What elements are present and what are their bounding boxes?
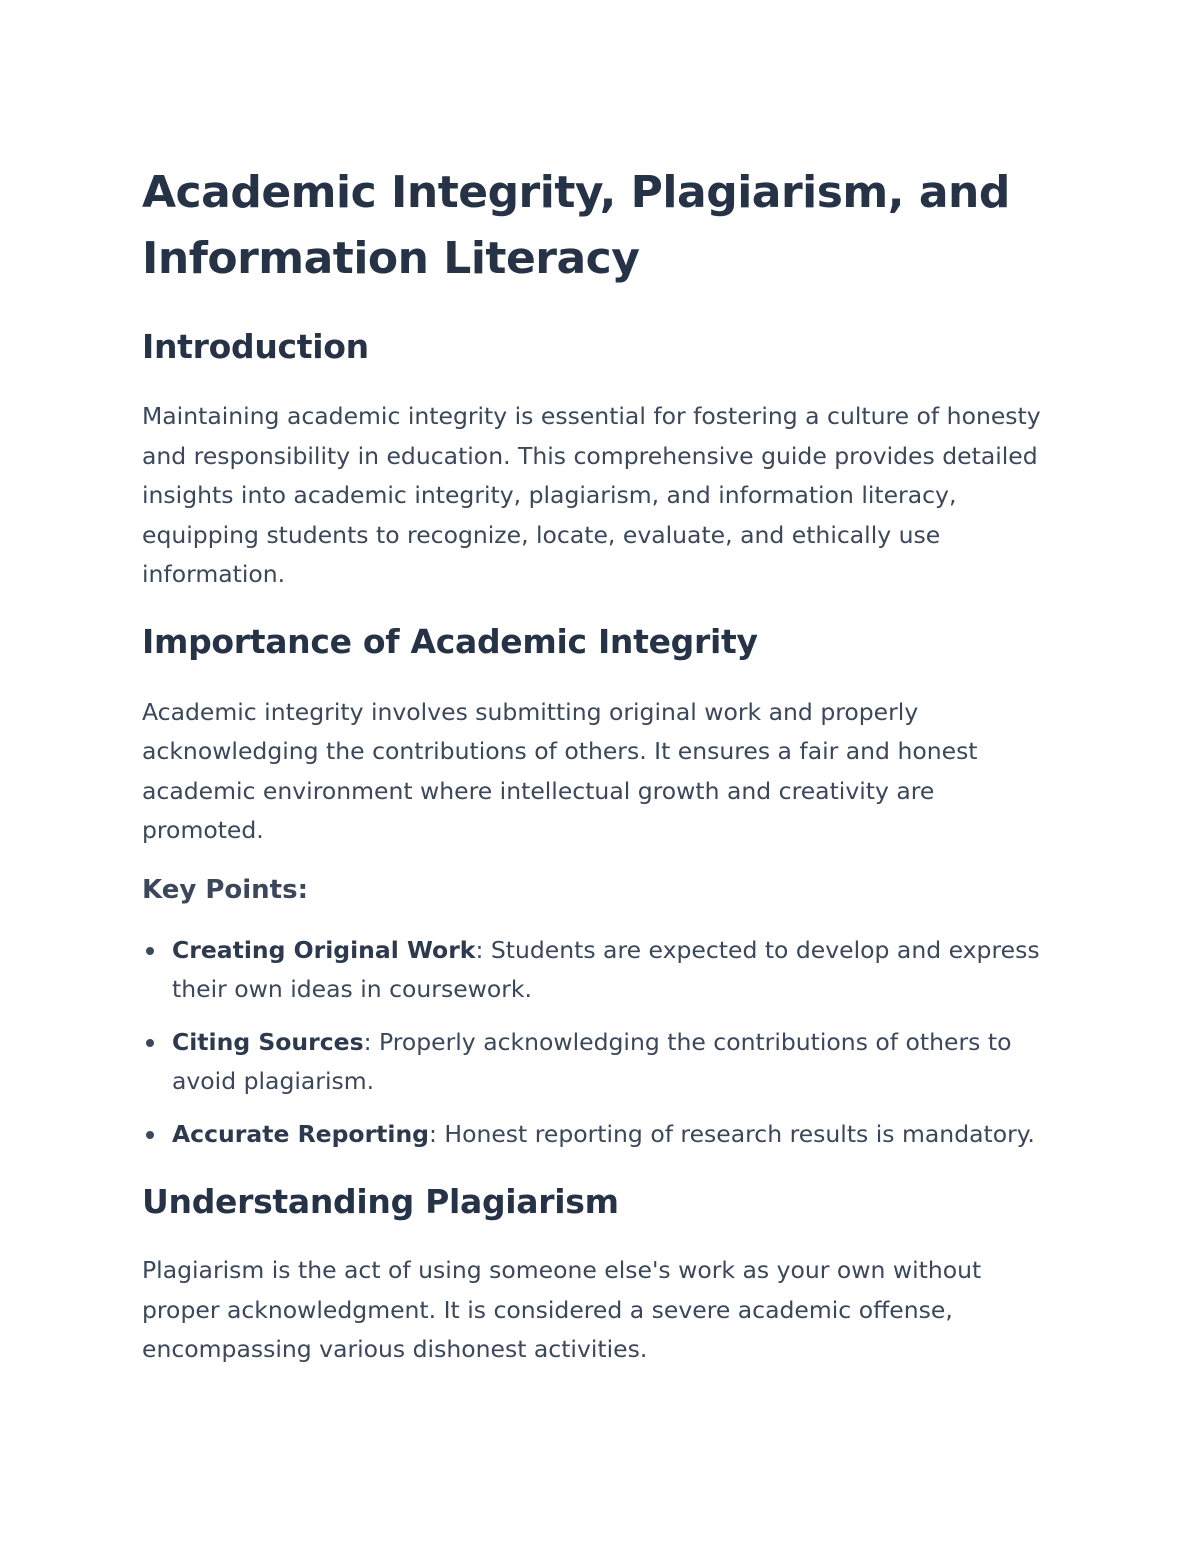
bullet-icon xyxy=(146,947,154,955)
list-item xyxy=(142,931,1062,1010)
key-point-description: : Students are expected to develop and express their own ideas in coursework. xyxy=(172,935,1040,1003)
key-points-label: Key Points: xyxy=(142,874,308,905)
key-point-description: : Properly acknowledging the contributions of others to avoid plagiarism. xyxy=(172,1027,1012,1095)
key-point-term: Accurate Reporting xyxy=(172,1119,430,1148)
section-heading-plagiarism: Understanding Plagiarism xyxy=(142,1182,619,1221)
section-heading-introduction: Introduction xyxy=(142,327,369,366)
key-point-term: Creating Original Work xyxy=(172,935,476,964)
list-item xyxy=(142,1115,1062,1155)
key-point-term: Citing Sources xyxy=(172,1027,364,1056)
key-points-list xyxy=(142,931,1062,1155)
introduction-paragraph: Maintaining academic integrity is essential for fostering a culture of honesty and responsibility in education. This comprehensive guide provides detailed insights into academic integrity, plagiarism, and information literacy, equipping students to recognize, locate, evaluate, and ethically use information. xyxy=(142,402,1041,588)
importance-paragraph: Academic integrity involves submitting original work and properly acknowledging the contributions of others. It ensures a fair and honest academic environment where intellectual growth and creativity are promoted. xyxy=(142,697,978,844)
bullet-icon xyxy=(146,1039,154,1047)
section-heading-importance: Importance of Academic Integrity xyxy=(142,621,758,661)
key-point-description: : Honest reporting of research results is mandatory. xyxy=(429,1119,1035,1148)
bullet-icon xyxy=(146,1131,154,1139)
document-title: Academic Integrity, Plagiarism, and Information Literacy xyxy=(142,167,1010,284)
plagiarism-paragraph: Plagiarism is the act of using someone else's work as your own without proper acknowledgment. It is considered a severe academic offense, encompassing various dishonest activities. xyxy=(142,1256,982,1363)
document-page xyxy=(142,160,1062,1370)
list-item xyxy=(142,1023,1062,1102)
